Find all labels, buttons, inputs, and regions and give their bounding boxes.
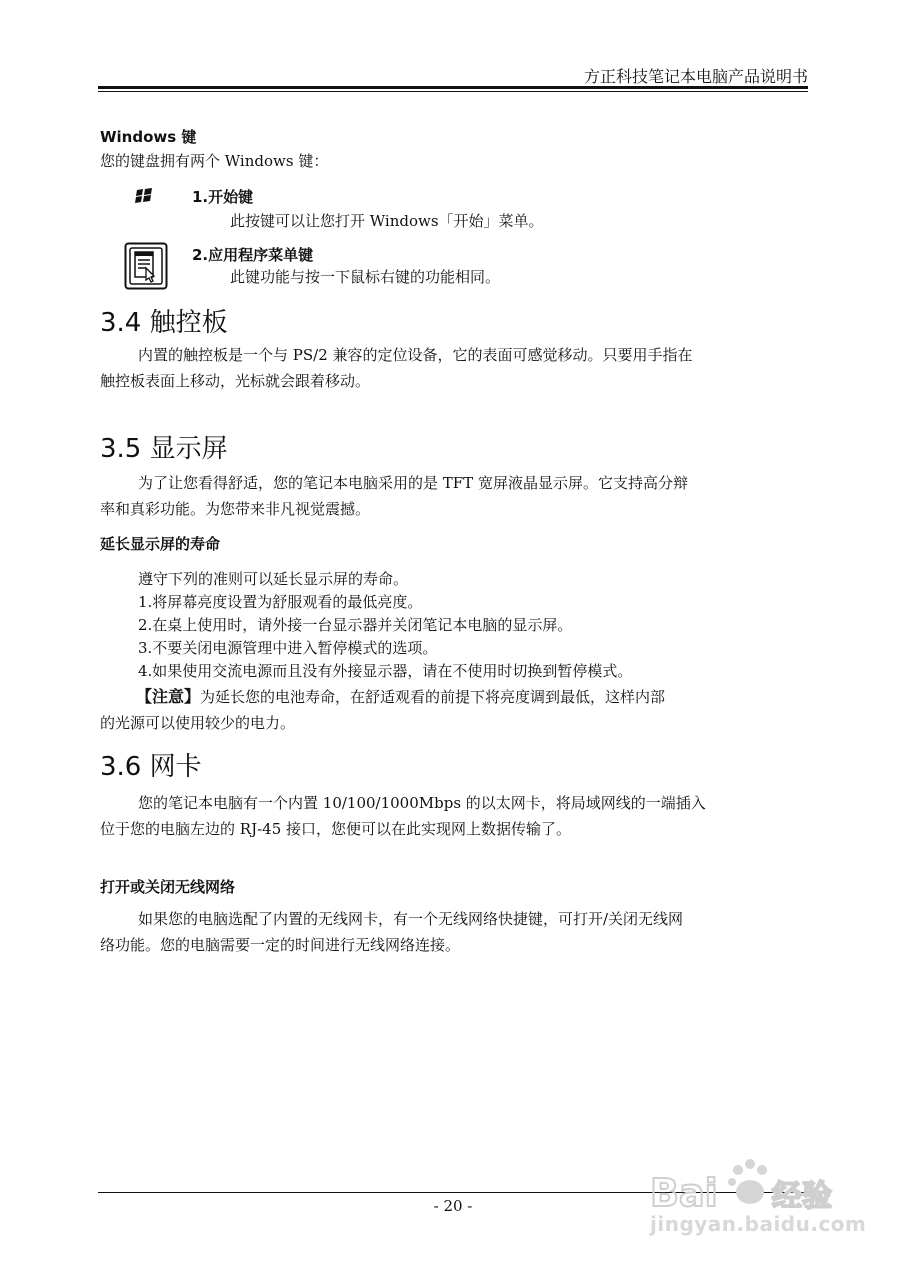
start-key-title: 1.开始键 xyxy=(192,188,254,206)
app-menu-key-title: 2.应用程序菜单键 xyxy=(192,246,314,264)
watermark-url: jingyan.baidu.com xyxy=(650,1212,867,1236)
header-rule-thin xyxy=(98,91,808,92)
touchpad-heading: 3.4 触控板 xyxy=(100,308,228,338)
notice-text: 为延长您的电池寿命，在舒适观看的前提下将亮度调到最低，这样内部 xyxy=(200,688,666,706)
display-heading: 3.5 显示屏 xyxy=(100,434,228,464)
notice-line2: 的光源可以使用较少的电力。 xyxy=(100,714,296,732)
display-rule-1: 1.将屏幕亮度设置为舒服观看的最低亮度。 xyxy=(138,593,423,611)
windows-key-heading: Windows 键 xyxy=(100,128,197,146)
network-text-line2: 位于您的电脑左边的 RJ-45 接口，您便可以在此实现网上数据传输了。 xyxy=(100,820,572,838)
wireless-text-line1: 如果您的电脑选配了内置的无线网卡，有一个无线网络快捷键，可打开/关闭无线网 xyxy=(138,910,684,928)
display-rule-4: 4.如果使用交流电源而且没有外接显示器，请在不使用时切换到暂停模式。 xyxy=(138,662,633,680)
display-text-line1: 为了让您看得舒适，您的笔记本电脑采用的是 TFT 宽屏液晶显示屏。它支持高分辩 xyxy=(138,474,688,492)
display-text-line2: 率和真彩功能。为您带来非凡视觉震撼。 xyxy=(100,500,371,518)
page-header-title: 方正科技笔记本电脑产品说明书 xyxy=(583,67,808,86)
header-rule xyxy=(98,86,808,89)
windows-key-intro: 您的键盘拥有两个 Windows 键： xyxy=(100,152,329,170)
display-rule-2: 2.在桌上使用时，请外接一台显示器并关闭笔记本电脑的显示屏。 xyxy=(138,616,573,634)
notice-line1 xyxy=(136,684,665,710)
notice-label: 【注意】 xyxy=(136,687,201,706)
wireless-heading: 打开或关闭无线网络 xyxy=(100,878,236,896)
display-lifespan-heading: 延长显示屏的寿命 xyxy=(100,535,221,553)
wireless-text-line2: 络功能。您的电脑需要一定的时间进行无线网络连接。 xyxy=(100,936,461,954)
page-number: - 20 - xyxy=(433,1197,473,1215)
touchpad-text-line1: 内置的触控板是一个与 PS/2 兼容的定位设备，它的表面可感觉移动。只要用手指在 xyxy=(138,346,693,364)
start-key-desc: 此按键可以让您打开 Windows「开始」菜单。 xyxy=(230,212,544,230)
application-menu-key-icon xyxy=(124,242,168,290)
touchpad-text-line2: 触控板表面上移动，光标就会跟着移动。 xyxy=(100,372,371,390)
svg-text:Bai: Bai xyxy=(650,1171,718,1215)
svg-text:经验: 经验 xyxy=(772,1179,832,1214)
network-text-line1: 您的笔记本电脑有一个内置 10/100/1000Mbps 的以太网卡，将局域网线的一端插入 xyxy=(138,794,706,812)
display-rule-3: 3.不要关闭电源管理中进入暂停模式的选项。 xyxy=(138,639,438,657)
network-heading: 3.6 网卡 xyxy=(100,752,202,782)
display-lifespan-intro: 遵守下列的准则可以延长显示屏的寿命。 xyxy=(138,570,409,588)
windows-logo-icon xyxy=(134,188,154,204)
app-menu-key-desc: 此键功能与按一下鼠标右键的功能相同。 xyxy=(230,268,501,286)
